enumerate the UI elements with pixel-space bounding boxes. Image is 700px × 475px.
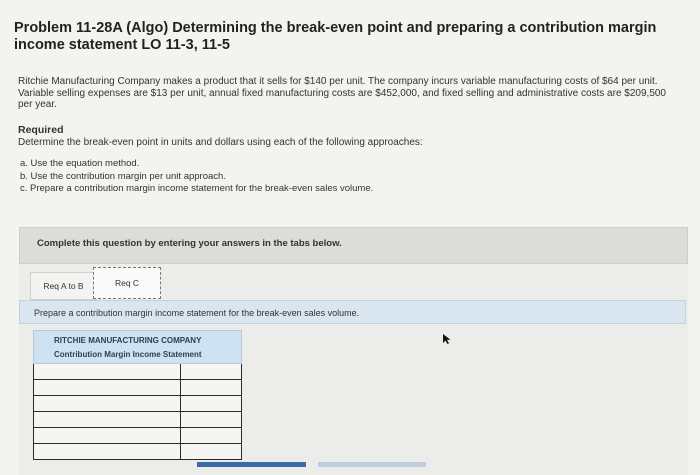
instruction-text: Complete this question by entering your answers in the tabs below.: [37, 238, 342, 249]
statement-value-input[interactable]: [181, 412, 241, 427]
statement-value-input[interactable]: [181, 444, 241, 459]
statement-row: [33, 396, 242, 412]
statement-row: [33, 412, 242, 428]
statement-row: [33, 444, 242, 460]
requirement-a: a. Use the equation method.: [20, 158, 140, 169]
statement-row: [33, 380, 242, 396]
statement-label-input[interactable]: [34, 444, 181, 459]
statement-value-input[interactable]: [181, 396, 241, 411]
tab-content-header: [19, 300, 686, 324]
tab-req-c[interactable]: Req C: [93, 267, 161, 299]
statement-title: Contribution Margin Income Statement: [54, 350, 202, 359]
tab-content-prompt: Prepare a contribution margin income statement for the break-even sales volume.: [34, 308, 360, 318]
requirements-list: [20, 158, 373, 196]
problem-title: Problem 11-28A (Algo) Determining the break-even point and preparing a contribution margin income statement LO 11-3, 11-5: [14, 20, 657, 53]
instruction-banner: [19, 227, 688, 264]
statement-value-input[interactable]: [181, 428, 241, 443]
statement-header: [33, 330, 242, 364]
nav-indicator-inactive[interactable]: [318, 462, 426, 467]
tab-req-a-to-b[interactable]: Req A to B: [30, 272, 97, 300]
income-statement-table: [33, 330, 242, 460]
required-heading: Required: [18, 124, 64, 136]
statement-value-input[interactable]: [181, 380, 241, 395]
nav-indicator-active[interactable]: [197, 462, 306, 467]
cursor-arrow-icon: [442, 333, 452, 345]
statement-row: [33, 364, 242, 380]
statement-value-input[interactable]: [181, 364, 241, 379]
statement-label-input[interactable]: [34, 380, 181, 395]
statement-company: RITCHIE MANUFACTURING COMPANY: [54, 336, 202, 345]
statement-label-input[interactable]: [34, 412, 181, 427]
required-text: Determine the break-even point in units and dollars using each of the following approaches:: [18, 137, 423, 148]
requirement-b: b. Use the contribution margin per unit approach.: [20, 170, 226, 182]
problem-intro: Ritchie Manufacturing Company makes a product that it sells for $140 per unit. The company incurs variable manufacturing costs of $64 per unit. Variable selling expenses are $13 per unit, annual fixed manufacturing costs are $452,000, and fixed selling and administrative costs are $209,500 per year.: [18, 76, 666, 110]
statement-row: [33, 428, 242, 444]
requirement-c: c. Prepare a contribution margin income statement for the break-even sales volume.: [20, 183, 374, 194]
statement-label-input[interactable]: [34, 396, 181, 411]
statement-label-input[interactable]: [34, 428, 181, 443]
statement-label-input[interactable]: [34, 364, 181, 379]
